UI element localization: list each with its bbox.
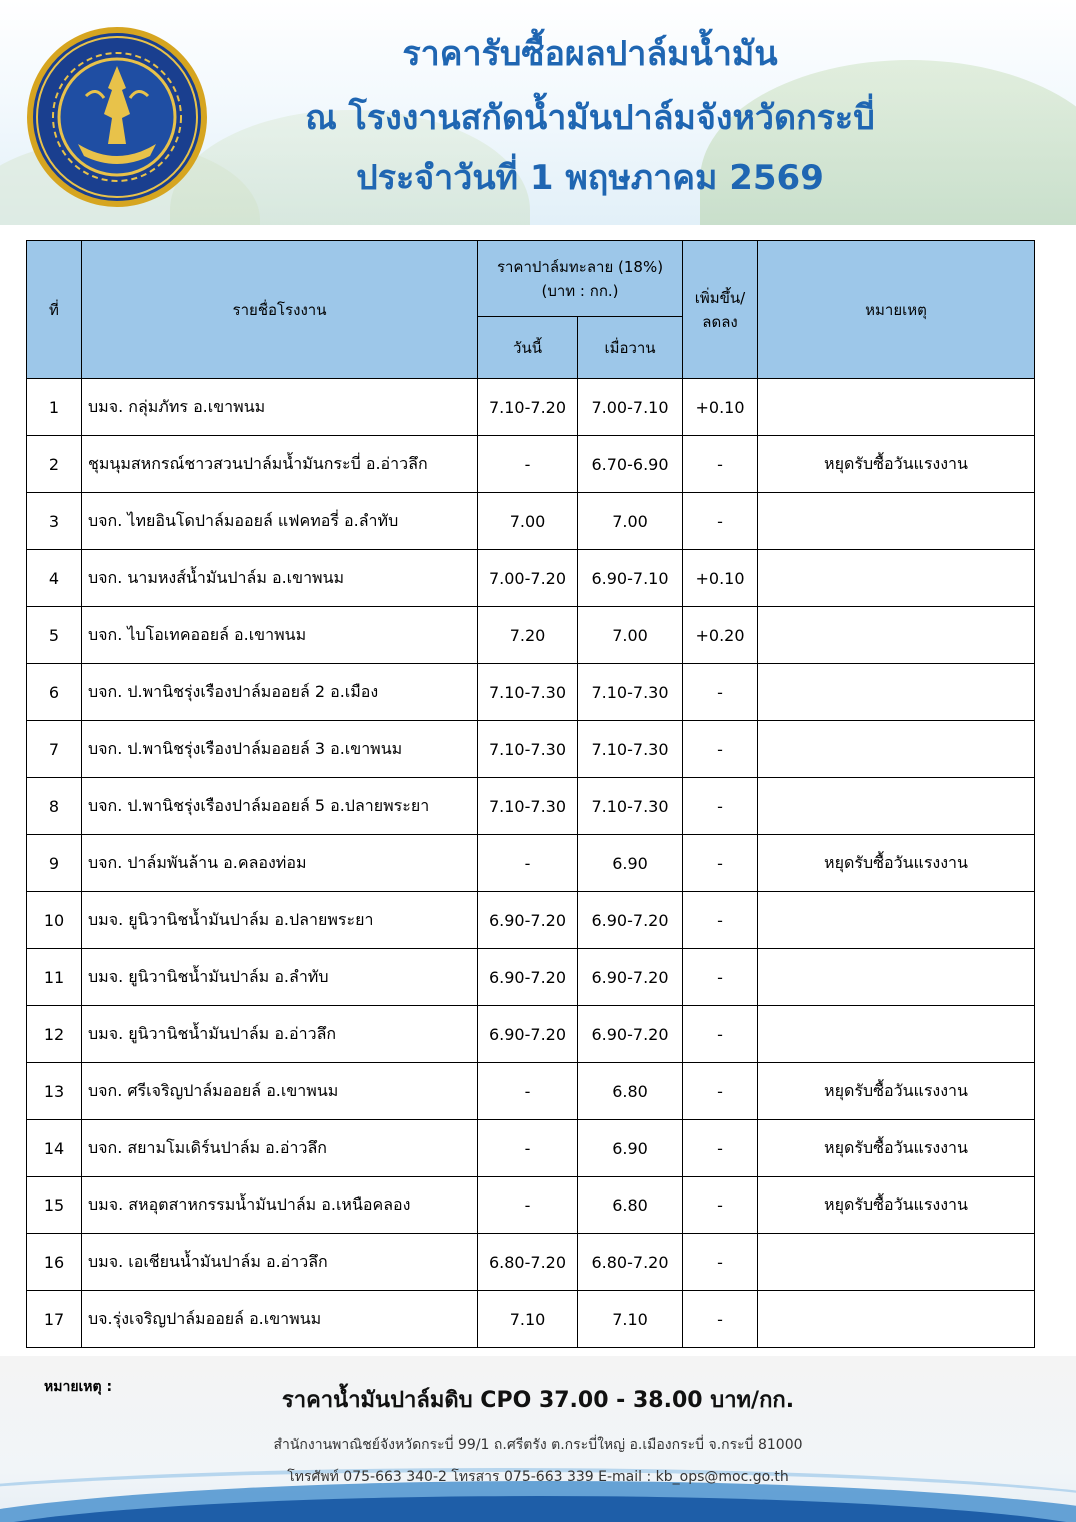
table-row xyxy=(27,493,1035,550)
cell-factory-name: บจก. ป.พานิชรุ่งเรืองปาล์มออยล์ 5 อ.ปลายพระยา xyxy=(82,778,478,835)
page-subtitle: ณ โรงงานสกัดน้ำมันปาล์มจังหวัดกระบี่ xyxy=(305,98,875,138)
cell-price-yesterday: 7.10-7.30 xyxy=(578,778,683,835)
table-row xyxy=(27,550,1035,607)
header-name: รายชื่อโรงงาน xyxy=(82,241,478,379)
cell-price-today: 7.10-7.30 xyxy=(478,721,578,778)
cell-price-yesterday: 6.90-7.20 xyxy=(578,892,683,949)
cell-no: 11 xyxy=(27,949,82,1006)
cell-remark xyxy=(758,949,1035,1006)
table-row xyxy=(27,664,1035,721)
header-change-line1: เพิ่มขึ้น/ xyxy=(694,288,746,307)
header-change xyxy=(683,241,758,379)
cell-no: 6 xyxy=(27,664,82,721)
government-seal-icon xyxy=(26,26,208,208)
cell-change: - xyxy=(683,1291,758,1348)
cell-price-yesterday: 6.90-7.20 xyxy=(578,949,683,1006)
cell-no: 7 xyxy=(27,721,82,778)
cell-no: 8 xyxy=(27,778,82,835)
cell-price-yesterday: 7.10-7.30 xyxy=(578,721,683,778)
cell-remark: หยุดรับซื้อวันแรงงาน xyxy=(758,436,1035,493)
cell-price-yesterday: 7.10-7.30 xyxy=(578,664,683,721)
cell-change: +0.20 xyxy=(683,607,758,664)
cell-price-yesterday: 7.10 xyxy=(578,1291,683,1348)
table-row xyxy=(27,835,1035,892)
cell-change: +0.10 xyxy=(683,550,758,607)
cell-change: - xyxy=(683,436,758,493)
header-price-group-line1: ราคาปาล์มทะลาย (18%) xyxy=(496,257,664,276)
table-row xyxy=(27,1234,1035,1291)
cell-change: - xyxy=(683,835,758,892)
cell-change: - xyxy=(683,778,758,835)
cell-remark xyxy=(758,607,1035,664)
cell-remark xyxy=(758,892,1035,949)
cell-remark xyxy=(758,379,1035,436)
cell-price-today: 7.10 xyxy=(478,1291,578,1348)
footer xyxy=(0,1356,1076,1522)
cell-change: - xyxy=(683,664,758,721)
cell-factory-name: บจก. นามหงส์น้ำมันปาล์ม อ.เขาพนม xyxy=(82,550,478,607)
table-row xyxy=(27,1006,1035,1063)
cell-factory-name: บจก. ไทยอินโดปาล์มออยล์ แฟคทอรี่ อ.ลำทับ xyxy=(82,493,478,550)
cell-price-today: - xyxy=(478,835,578,892)
note-label: หมายเหตุ : xyxy=(44,1379,113,1395)
cell-price-yesterday: 7.00 xyxy=(578,607,683,664)
cell-factory-name: บจก. ป.พานิชรุ่งเรืองปาล์มออยล์ 2 อ.เมือง xyxy=(82,664,478,721)
cell-factory-name: บจก. ไบโอเทคออยล์ อ.เขาพนม xyxy=(82,607,478,664)
cell-remark xyxy=(758,1006,1035,1063)
cell-price-today: 7.10-7.30 xyxy=(478,664,578,721)
table-row xyxy=(27,1120,1035,1177)
table-header-row xyxy=(27,241,1035,317)
cell-change: - xyxy=(683,1006,758,1063)
cell-factory-name: บจก. ป.พานิชรุ่งเรืองปาล์มออยล์ 3 อ.เขาพนม xyxy=(82,721,478,778)
cell-price-yesterday: 7.00 xyxy=(578,493,683,550)
page-date: ประจำวันที่ 1 พฤษภาคม 2569 xyxy=(356,158,824,198)
cell-change: +0.10 xyxy=(683,379,758,436)
cell-price-today: - xyxy=(478,1177,578,1234)
cell-factory-name: บมจ. ยูนิวานิชน้ำมันปาล์ม อ.อ่าวลึก xyxy=(82,1006,478,1063)
cell-change: - xyxy=(683,721,758,778)
cell-change: - xyxy=(683,1120,758,1177)
cell-factory-name: บมจ. สหอุตสาหกรรมน้ำมันปาล์ม อ.เหนือคลอง xyxy=(82,1177,478,1234)
cell-no: 10 xyxy=(27,892,82,949)
cell-price-today: - xyxy=(478,1063,578,1120)
table-row xyxy=(27,379,1035,436)
cell-no: 16 xyxy=(27,1234,82,1291)
cell-price-today: 7.00-7.20 xyxy=(478,550,578,607)
table-row xyxy=(27,778,1035,835)
cell-remark: หยุดรับซื้อวันแรงงาน xyxy=(758,1120,1035,1177)
cell-price-yesterday: 6.90-7.10 xyxy=(578,550,683,607)
header-price-group xyxy=(478,241,683,317)
table-body xyxy=(27,379,1035,1348)
cell-factory-name: ชุมนุมสหกรณ์ชาวสวนปาล์มน้ำมันกระบี่ อ.อ่าวลึก xyxy=(82,436,478,493)
cell-remark xyxy=(758,493,1035,550)
cell-price-today: 6.90-7.20 xyxy=(478,892,578,949)
cell-remark xyxy=(758,1234,1035,1291)
cell-factory-name: บจก. สยามโมเดิร์นปาล์ม อ.อ่าวลึก xyxy=(82,1120,478,1177)
table-row xyxy=(27,1291,1035,1348)
table-row xyxy=(27,721,1035,778)
cell-price-today: 7.10-7.20 xyxy=(478,379,578,436)
cell-no: 15 xyxy=(27,1177,82,1234)
cell-factory-name: บจก. ปาล์มพันล้าน อ.คลองท่อม xyxy=(82,835,478,892)
cell-price-yesterday: 6.70-6.90 xyxy=(578,436,683,493)
header-remark: หมายเหตุ xyxy=(758,241,1035,379)
cell-change: - xyxy=(683,892,758,949)
table-row xyxy=(27,892,1035,949)
cell-price-yesterday: 6.80 xyxy=(578,1177,683,1234)
cell-remark: หยุดรับซื้อวันแรงงาน xyxy=(758,1177,1035,1234)
cell-price-yesterday: 6.80 xyxy=(578,1063,683,1120)
office-contact: โทรศัพท์ 075-663 340-2 โทรสาร 075-663 339 E-mail : kb_ops@moc.go.th xyxy=(287,1469,789,1485)
cell-remark: หยุดรับซื้อวันแรงงาน xyxy=(758,835,1035,892)
cell-factory-name: บมจ. กลุ่มภัทร อ.เขาพนม xyxy=(82,379,478,436)
header-banner xyxy=(0,0,1076,225)
cell-factory-name: บมจ. ยูนิวานิชน้ำมันปาล์ม อ.ปลายพระยา xyxy=(82,892,478,949)
cell-no: 17 xyxy=(27,1291,82,1348)
cell-change: - xyxy=(683,1234,758,1291)
cell-price-today: 6.80-7.20 xyxy=(478,1234,578,1291)
table-row xyxy=(27,1177,1035,1234)
cell-remark xyxy=(758,1291,1035,1348)
table-row xyxy=(27,436,1035,493)
cell-price-today: 7.10-7.30 xyxy=(478,778,578,835)
cell-factory-name: บมจ. ยูนิวานิชน้ำมันปาล์ม อ.ลำทับ xyxy=(82,949,478,1006)
cell-remark xyxy=(758,550,1035,607)
cell-factory-name: บจก. ศรีเจริญปาล์มออยล์ อ.เขาพนม xyxy=(82,1063,478,1120)
header-yesterday: เมื่อวาน xyxy=(578,317,683,379)
cell-price-today: 6.90-7.20 xyxy=(478,949,578,1006)
cell-price-today: 6.90-7.20 xyxy=(478,1006,578,1063)
cell-factory-name: บมจ. เอเชียนน้ำมันปาล์ม อ.อ่าวลึก xyxy=(82,1234,478,1291)
cell-price-today: - xyxy=(478,1120,578,1177)
cell-price-yesterday: 6.90 xyxy=(578,835,683,892)
cell-change: - xyxy=(683,493,758,550)
cell-no: 5 xyxy=(27,607,82,664)
cell-no: 14 xyxy=(27,1120,82,1177)
office-address: สำนักงานพาณิชย์จังหวัดกระบี่ 99/1 ถ.ศรีตรัง ต.กระบี่ใหญ่ อ.เมืองกระบี่ จ.กระบี่ 81000 xyxy=(273,1437,803,1453)
cell-remark xyxy=(758,778,1035,835)
cell-price-yesterday: 6.90 xyxy=(578,1120,683,1177)
cell-no: 3 xyxy=(27,493,82,550)
header-price-group-line2: (บาท : กก.) xyxy=(541,281,619,300)
cell-change: - xyxy=(683,1177,758,1234)
header-no: ที่ xyxy=(27,241,82,379)
page-title: ราคารับซื้อผลปาล์มน้ำมัน xyxy=(402,34,778,74)
price-table xyxy=(26,240,1035,1348)
cell-price-yesterday: 6.80-7.20 xyxy=(578,1234,683,1291)
table-row xyxy=(27,1063,1035,1120)
table-row xyxy=(27,607,1035,664)
cell-no: 13 xyxy=(27,1063,82,1120)
cell-price-today: - xyxy=(478,436,578,493)
cell-factory-name: บจ.รุ่งเจริญปาล์มออยล์ อ.เขาพนม xyxy=(82,1291,478,1348)
cell-no: 2 xyxy=(27,436,82,493)
cell-price-yesterday: 7.00-7.10 xyxy=(578,379,683,436)
cell-price-today: 7.20 xyxy=(478,607,578,664)
cell-remark xyxy=(758,721,1035,778)
table-row xyxy=(27,949,1035,1006)
cpo-price: ราคาน้ำมันปาล์มดิบ CPO 37.00 - 38.00 บาท/กก. xyxy=(281,1388,795,1413)
header-today: วันนี้ xyxy=(478,317,578,379)
cell-no: 9 xyxy=(27,835,82,892)
cell-price-yesterday: 6.90-7.20 xyxy=(578,1006,683,1063)
cell-change: - xyxy=(683,1063,758,1120)
cell-no: 4 xyxy=(27,550,82,607)
cell-no: 12 xyxy=(27,1006,82,1063)
cell-remark: หยุดรับซื้อวันแรงงาน xyxy=(758,1063,1035,1120)
cell-no: 1 xyxy=(27,379,82,436)
cell-remark xyxy=(758,664,1035,721)
header-change-line2: ลดลง xyxy=(702,312,738,331)
cell-change: - xyxy=(683,949,758,1006)
cell-price-today: 7.00 xyxy=(478,493,578,550)
